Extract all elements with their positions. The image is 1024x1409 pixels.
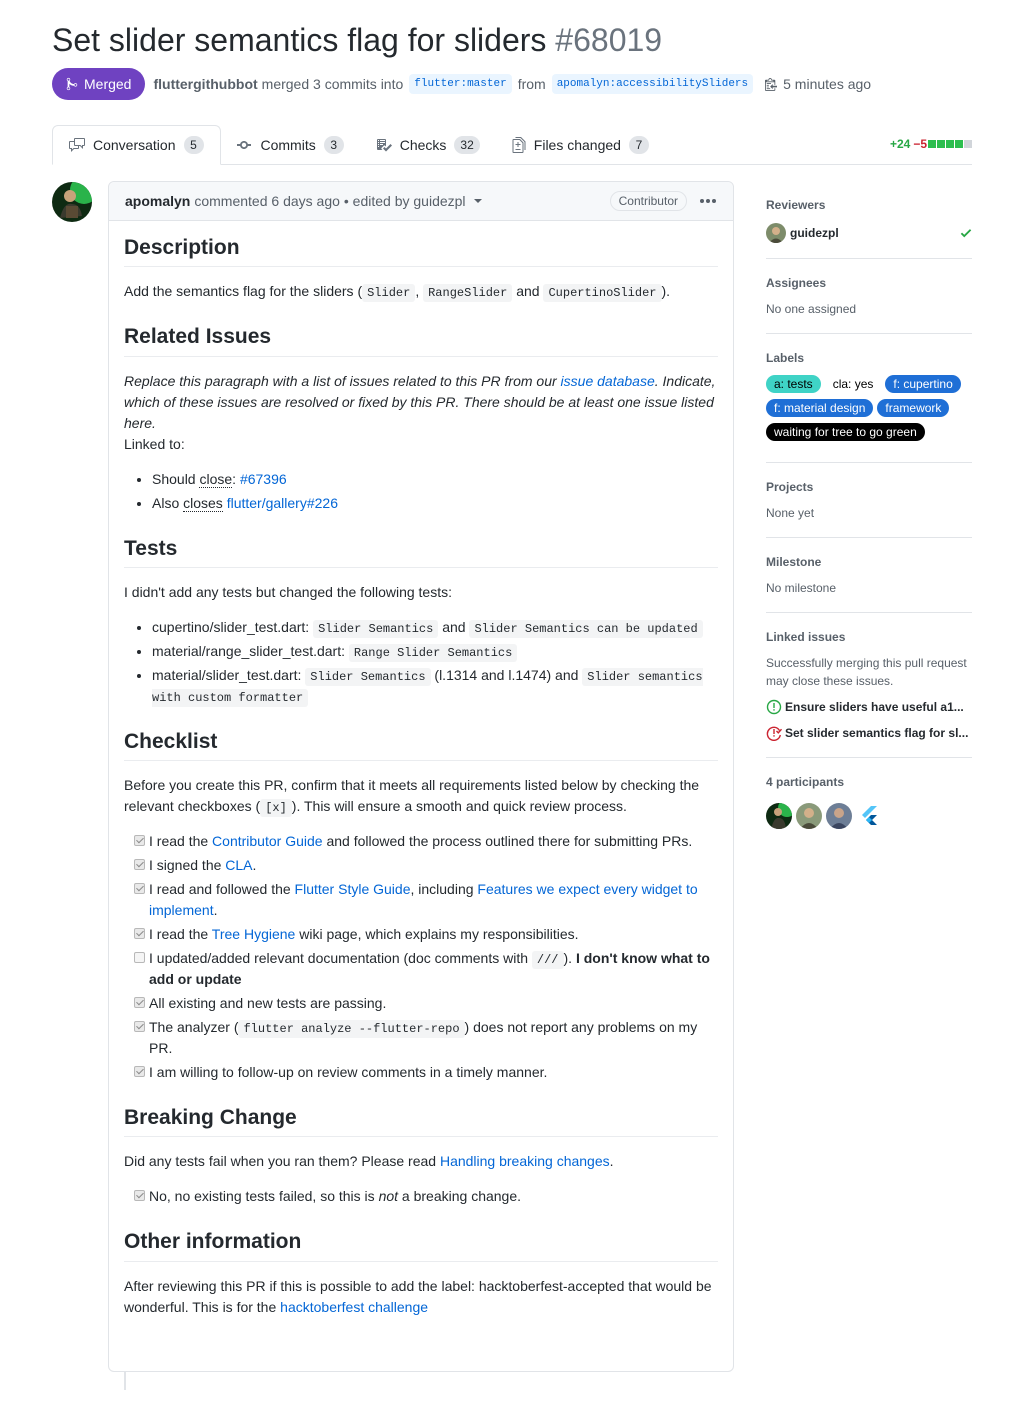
pr-header — [52, 18, 972, 100]
text: Also — [152, 494, 180, 511]
issue-database-link[interactable]: issue database — [560, 372, 655, 389]
bold-text: I don't know what to add or update — [149, 950, 710, 987]
checklist-item — [134, 1017, 718, 1059]
diffstat-box-neutral — [964, 140, 972, 148]
code: Slider Semantics — [305, 668, 430, 686]
pr-sidebar — [766, 181, 972, 844]
code: flutter analyze --flutter-repo — [238, 1020, 464, 1038]
text: . — [252, 857, 257, 873]
text: ). — [661, 283, 671, 300]
comment-body — [109, 235, 733, 1318]
milestone-text: No milestone — [766, 581, 837, 595]
heading-description: Description — [124, 235, 718, 267]
text: and — [516, 283, 540, 300]
text: ) does not report any problems on my PR. — [149, 1019, 698, 1056]
text: wiki page, which explains my responsibilities. — [299, 926, 579, 942]
text: and — [442, 618, 466, 635]
milestone-title[interactable]: Milestone — [766, 555, 822, 569]
label-framework[interactable]: framework — [877, 399, 949, 417]
merged-state-badge — [52, 68, 145, 100]
sidebar-reviewers — [766, 181, 972, 259]
sidebar-projects — [766, 463, 972, 538]
comment-header — [109, 182, 733, 221]
deletions-count: −5 — [913, 137, 927, 151]
text: cupertino/slider_test.dart: — [152, 618, 310, 635]
linked-issue-title: Ensure sliders have useful a1... — [785, 700, 964, 714]
comment-discussion-icon — [69, 137, 85, 153]
tab-checks[interactable] — [360, 125, 496, 165]
checkbox-checked — [134, 1190, 145, 1201]
code: Slider semantics with custom formatter — [152, 669, 703, 705]
breaking-question — [124, 1151, 718, 1172]
checklist-item — [134, 1186, 718, 1207]
text: (l.1314 and l.1474) and — [434, 666, 579, 683]
checklist-item — [134, 948, 718, 990]
keyword: closes — [183, 494, 223, 511]
diffstat-box-added — [955, 140, 963, 148]
heading-checklist: Checklist — [124, 729, 718, 761]
comment-author[interactable]: apomalyn — [125, 192, 191, 209]
checkbox-checked — [134, 883, 145, 894]
tab-checks-label: Checks — [399, 136, 447, 153]
label-tests[interactable]: a: tests — [766, 375, 821, 393]
heading-breaking-change: Breaking Change — [124, 1105, 718, 1137]
checkbox-checked — [134, 928, 145, 939]
code-cupertinoslider: CupertinoSlider — [543, 284, 661, 302]
checkbox-checked — [134, 835, 145, 846]
text: I signed the — [149, 857, 222, 873]
projects-title[interactable]: Projects — [766, 480, 814, 494]
text: material/slider_test.dart: — [152, 666, 302, 683]
text: ). — [563, 950, 573, 966]
text: Add the semantics flag for the sliders ( — [124, 283, 363, 300]
contributor-badge: Contributor — [610, 191, 687, 211]
text: , including — [410, 881, 474, 897]
participant-avatar[interactable] — [826, 803, 852, 829]
checkbox-checked — [134, 859, 145, 870]
issue-closed-icon — [766, 725, 782, 741]
checklist-item — [134, 993, 718, 1014]
reviewer-name[interactable]: guidezpl — [790, 226, 839, 240]
contributor-guide-link[interactable]: Contributor Guide — [212, 833, 323, 849]
kebab-menu-icon[interactable] — [699, 198, 717, 204]
linked-issues-title: Linked issues — [766, 630, 846, 644]
text: All existing and new tests are passing. — [149, 995, 387, 1011]
code: Range Slider Semantics — [349, 644, 517, 662]
cla-link[interactable]: CLA — [225, 857, 253, 873]
code: Slider Semantics — [313, 620, 438, 638]
breaking-changes-link[interactable]: Handling breaking changes — [439, 1153, 610, 1170]
other-text — [124, 1276, 718, 1318]
breaking-checklist — [124, 1186, 718, 1207]
chevron-down-icon[interactable] — [474, 197, 482, 205]
check-icon — [960, 226, 972, 240]
text: a breaking change. — [401, 1188, 522, 1205]
diffstat-box-added — [928, 140, 936, 148]
text: Replace this paragraph with a list of issues related to this PR from our — [124, 372, 557, 389]
git-commit-icon — [237, 137, 253, 153]
comment-edited[interactable]: • edited by guidezpl — [343, 192, 466, 209]
pr-title — [52, 18, 972, 62]
tab-conversation-count: 5 — [184, 136, 204, 154]
diffstat-box-added — [946, 140, 954, 148]
linked-to: Linked to: — [124, 435, 185, 452]
label-waiting-tree[interactable]: waiting for tree to go green — [766, 423, 925, 441]
merged-text: merged 3 commits into — [261, 75, 404, 92]
checklist — [124, 831, 718, 1083]
merged-label: Merged — [84, 75, 132, 92]
tab-conversation-label: Conversation — [93, 136, 176, 153]
description-text — [124, 281, 718, 302]
reviewers-title[interactable]: Reviewers — [766, 198, 826, 212]
pr-number: #68019 — [555, 22, 663, 58]
label-material-design[interactable]: f: material design — [766, 399, 873, 417]
text: After reviewing this PR if this is possible to add the label: hacktoberfest-accepted that would be wonderful. This is for the — [124, 1277, 712, 1315]
diffstat — [890, 124, 972, 164]
pr-title-text: Set slider semantics flag for sliders — [52, 22, 547, 58]
pr-description-comment — [108, 181, 734, 1372]
gallery-issue-link[interactable]: flutter/gallery#226 — [226, 494, 338, 511]
text: The analyzer ( — [149, 1019, 239, 1035]
diffstat-box-added — [937, 140, 945, 148]
file-diff-icon — [512, 137, 526, 153]
label-cupertino[interactable]: f: cupertino — [885, 375, 960, 393]
text: and followed the process outlined there for submitting PRs. — [326, 833, 693, 849]
merger-link[interactable]: fluttergithubbot — [153, 75, 258, 92]
tests-list — [124, 617, 718, 707]
checkbox-checked — [134, 997, 145, 1008]
participants-list — [766, 803, 972, 829]
projects-text: None yet — [766, 506, 815, 520]
issue-opened-icon — [766, 699, 782, 715]
text: I read and followed the — [149, 881, 291, 897]
sidebar-milestone — [766, 538, 972, 613]
related-list — [124, 469, 718, 514]
heading-other-information: Other information — [124, 1229, 718, 1261]
keyword: close — [199, 470, 233, 487]
checklist-item — [134, 831, 718, 852]
text: I read the — [149, 926, 209, 942]
text: I am willing to follow-up on review comments in a timely manner. — [149, 1064, 548, 1080]
head-ref[interactable]: apomalyn:accessibilitySliders — [552, 74, 753, 95]
text: I read the — [149, 833, 209, 849]
text: . — [213, 902, 218, 918]
tab-files-changed-count: 7 — [629, 136, 649, 154]
list-item — [152, 641, 718, 662]
code-slider: Slider — [362, 284, 415, 302]
list-item — [152, 665, 718, 707]
from-text: from — [517, 75, 546, 92]
labels-title[interactable]: Labels — [766, 351, 805, 365]
reviewer-row — [766, 223, 972, 243]
participant-avatar[interactable] — [796, 803, 822, 829]
checklist-item — [134, 1062, 718, 1083]
checkbox-unchecked — [134, 952, 145, 963]
text: . Indicate, which of these issues are resolved or fixed by this PR. There should be at least one issue listed here. — [124, 372, 716, 431]
tab-conversation[interactable] — [52, 125, 221, 165]
hacktoberfest-link[interactable]: hacktoberfest challenge — [280, 1298, 429, 1315]
text: Should — [152, 470, 196, 487]
tab-files-changed-label: Files changed — [533, 136, 621, 153]
base-ref[interactable]: flutter:master — [409, 74, 511, 95]
pr-tabs — [52, 125, 972, 165]
label-cla-yes[interactable]: cla: yes — [825, 375, 882, 393]
reviewer-avatar[interactable] — [766, 223, 786, 243]
linked-issue[interactable] — [766, 724, 972, 742]
issue-67396-link[interactable]: #67396 — [239, 470, 287, 487]
author-avatar[interactable] — [52, 182, 92, 222]
text: ). This will ensure a smooth and quick review process. — [291, 798, 627, 814]
checkbox-checked — [134, 1021, 145, 1032]
heading-tests: Tests — [124, 536, 718, 568]
checkbox-checked — [134, 1066, 145, 1077]
linked-issue[interactable] — [766, 698, 972, 716]
text: material/range_slider_test.dart: — [152, 642, 345, 659]
related-text — [124, 371, 718, 434]
sidebar-assignees — [766, 259, 972, 334]
text: Before you create this PR, confirm that it meets all requirements listed below by checking the relevant checkboxes ( — [124, 777, 700, 814]
tab-commits-count: 3 — [324, 136, 344, 154]
comment-time: commented 6 days ago — [194, 192, 340, 209]
list-item: • Should close: #67396 — [152, 469, 718, 490]
checklist-item — [134, 855, 718, 876]
tree-hygiene-link[interactable]: Tree Hygiene — [211, 926, 296, 942]
participant-avatar[interactable] — [766, 803, 792, 829]
checklist-item — [134, 924, 718, 945]
checklist-intro — [124, 775, 718, 817]
timeline-line — [124, 1372, 126, 1390]
code: [x] — [260, 799, 292, 817]
emphasis: not — [378, 1188, 399, 1205]
labels-list — [766, 375, 966, 447]
pr-meta — [52, 68, 972, 100]
text: . — [609, 1153, 614, 1170]
tab-checks-count: 32 — [454, 136, 479, 154]
flutter-logo-avatar[interactable] — [856, 803, 882, 829]
sidebar-labels — [766, 334, 972, 463]
tab-commits-label: Commits — [260, 136, 316, 153]
text: , — [415, 283, 420, 300]
code: /// — [532, 951, 564, 969]
additions-count: +24 — [889, 137, 911, 151]
code: Slider Semantics can be updated — [469, 620, 702, 638]
sidebar-linked-issues — [766, 613, 972, 758]
list-item — [152, 617, 718, 638]
style-guide-link[interactable]: Flutter Style Guide — [294, 881, 411, 897]
sidebar-participants — [766, 758, 972, 844]
widget-features-link[interactable]: Features we expect every widget to implement — [149, 881, 698, 918]
participants-title: 4 participants — [766, 775, 845, 789]
merged-time: 5 minutes ago — [783, 75, 872, 92]
linked-issue-title: Set slider semantics flag for sl... — [785, 726, 969, 740]
clipboard-icon[interactable] — [765, 77, 777, 91]
assignees-text: No one assigned — [766, 302, 857, 316]
checklist-icon — [376, 137, 392, 153]
tab-files-changed[interactable] — [496, 125, 665, 165]
linked-issues-text: Successfully merging this pull request may close these issues. — [766, 656, 967, 688]
assignees-title[interactable]: Assignees — [766, 276, 827, 290]
text: No, no existing tests failed, so this is — [149, 1188, 375, 1205]
tests-intro: I didn't add any tests but changed the following tests: — [124, 583, 452, 600]
git-merge-icon — [66, 77, 78, 91]
text: Did any tests fail when you ran them? Please read — [124, 1153, 437, 1170]
checklist-item — [134, 879, 718, 921]
text: I updated/added relevant documentation (doc comments with — [149, 950, 529, 966]
heading-related-issues: Related Issues — [124, 324, 718, 356]
tab-commits[interactable] — [221, 125, 360, 165]
code-rangeslider: RangeSlider — [423, 284, 512, 302]
list-item — [152, 493, 718, 514]
